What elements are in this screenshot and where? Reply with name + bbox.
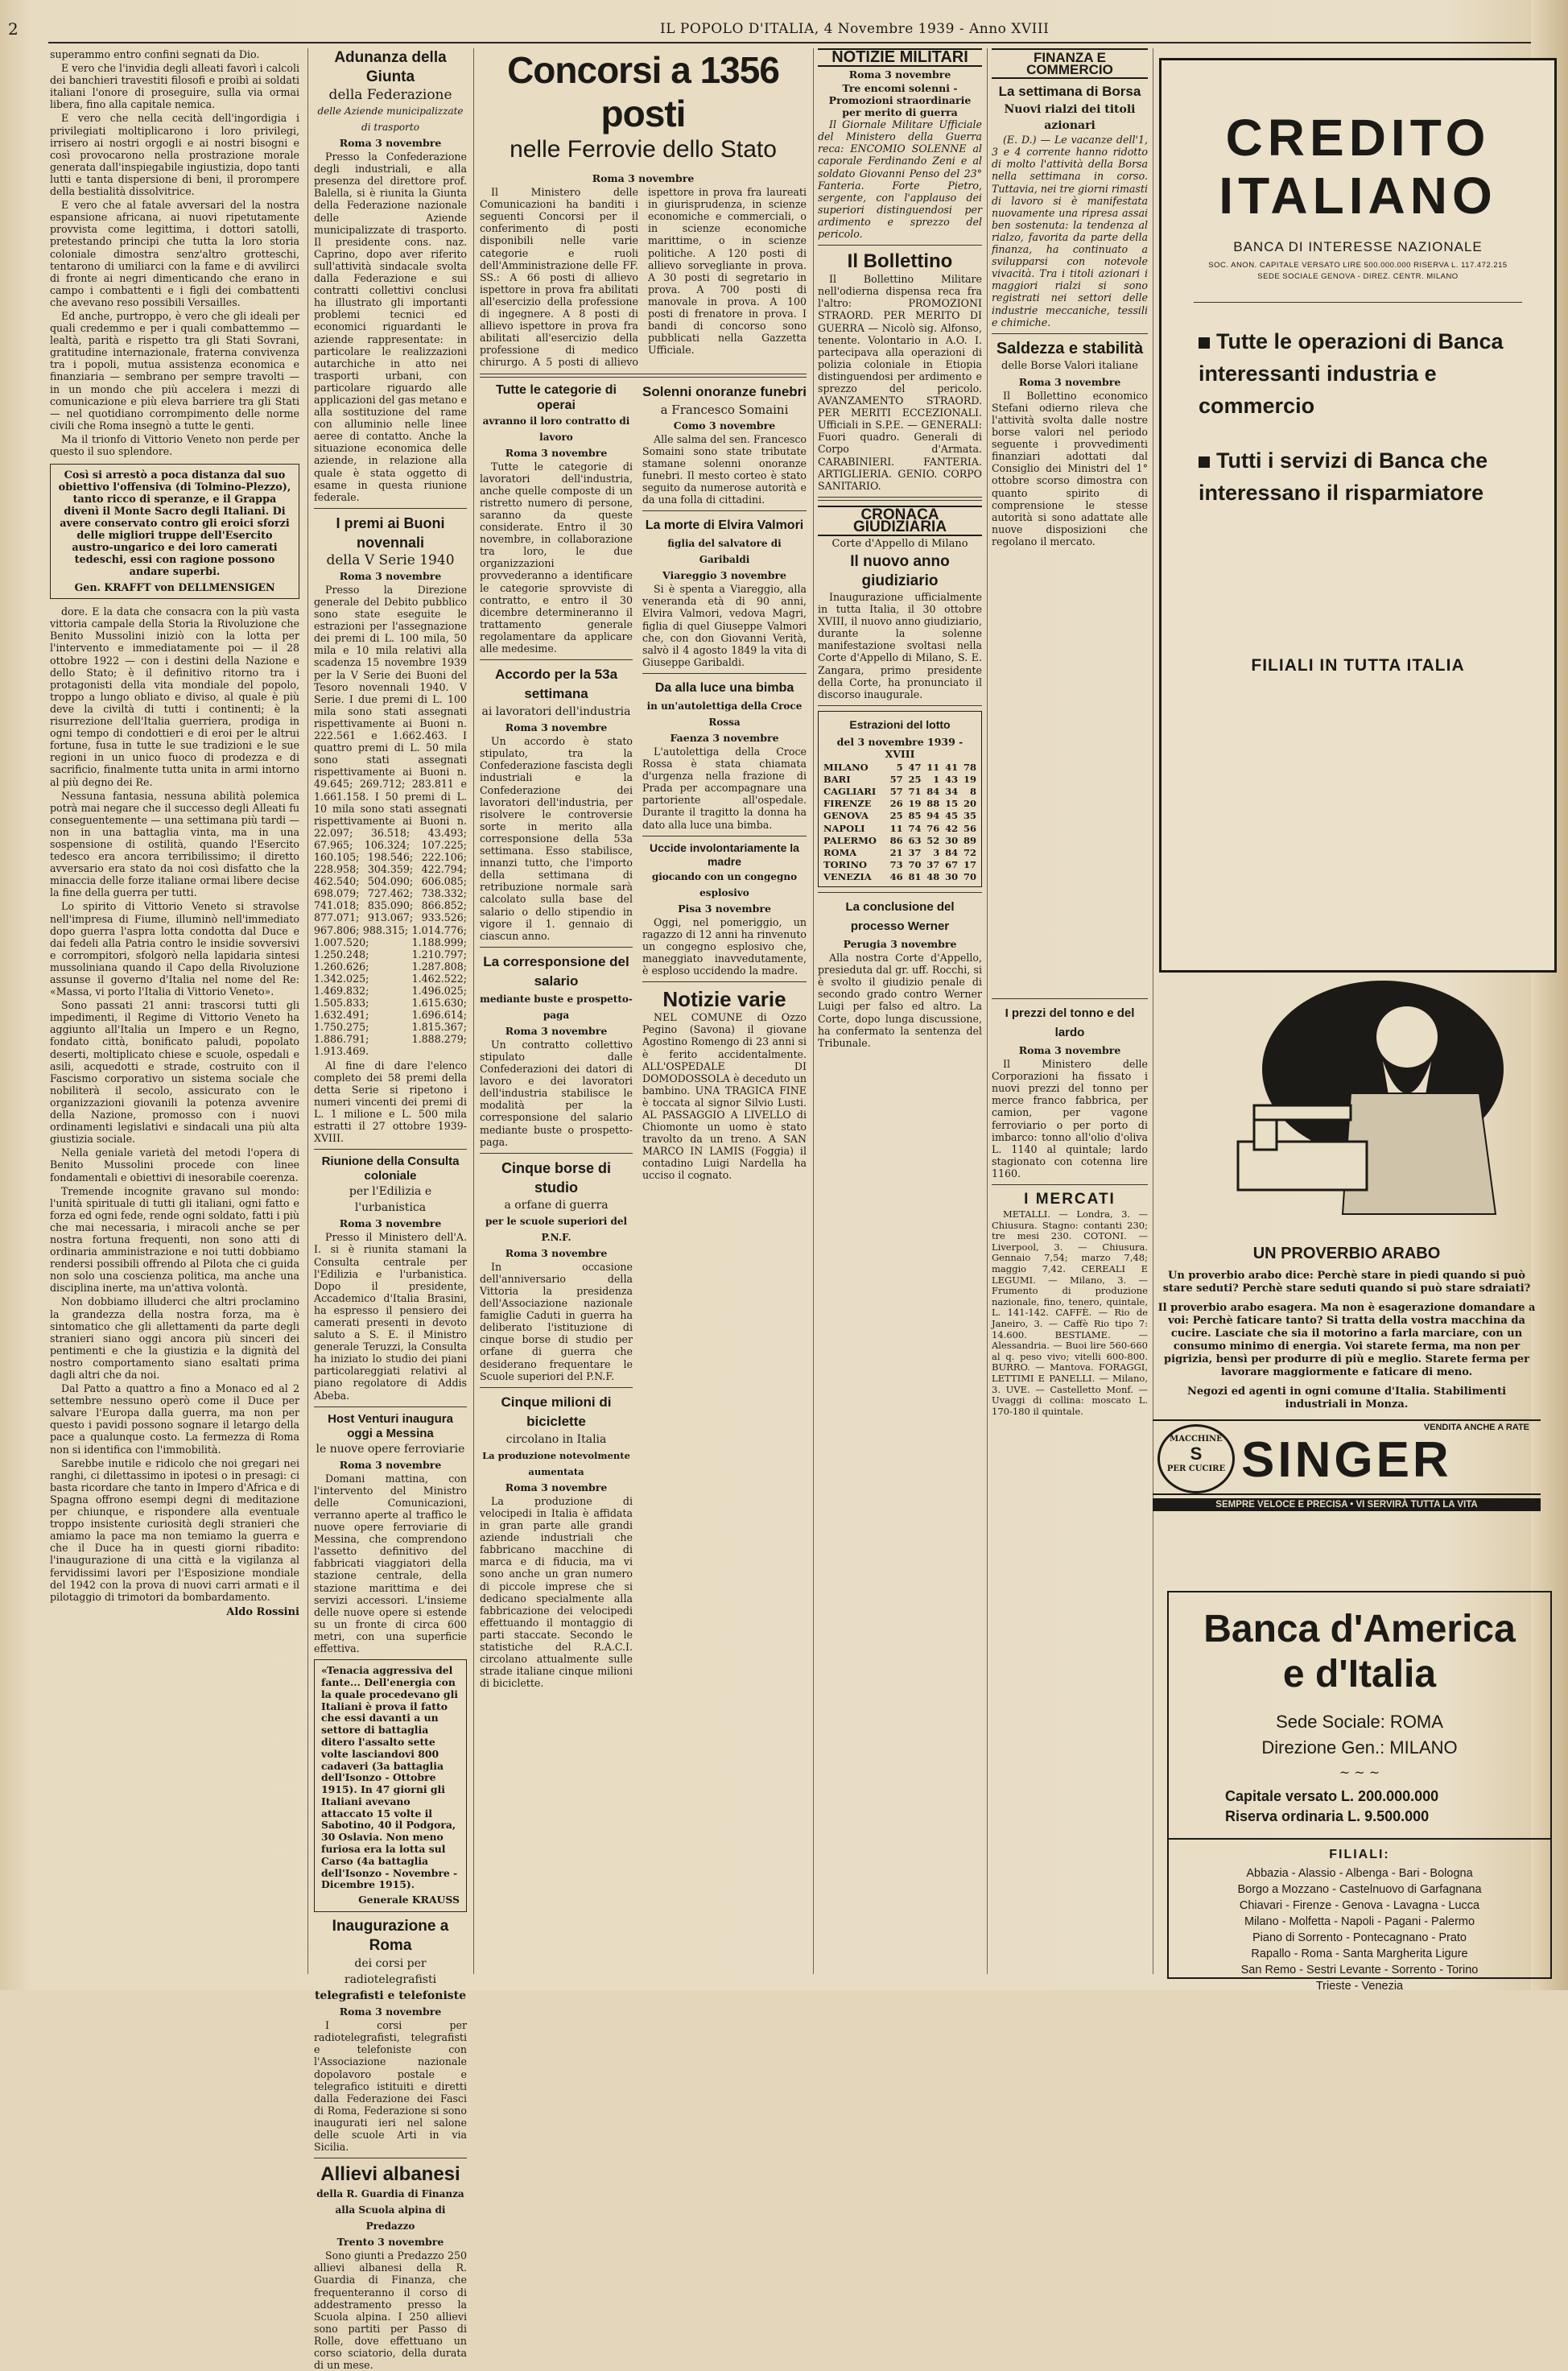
quote-text: Così si arrestò a poca distanza dal suo obiettivo l'offensiva (di Tolmino-Plezzo), tanto ricco di speranze, e il Grappa divenì il Monte Sacro degli Italiani. Di avere conservato contro gli eroici sforzi delle migliori truppe dell'Esercito austro-ungarico e dei loro camerati tedeschi, essi con ragione possono andare superbi. — [58, 469, 291, 579]
lotto-city: CAGLIARI — [823, 786, 877, 798]
lotto-number: 56 — [963, 822, 976, 834]
dateline: Roma 3 novembre — [1018, 1044, 1121, 1056]
headline: Adunanza della Giunta — [334, 49, 447, 85]
ad-info: SOC. ANON. CAPITALE VERSATO LIRE 500.000.000 RISERVA L. 117.472.215 — [1208, 261, 1508, 270]
paragraph: Un accordo è stato stipulato, tra la Confederazione fascista degli industriali e la Confederazione dei lavoratori dell'industria, per risolvere le controversie sorte in merito alla corresponsione della 53a settimana. Esso stabilisce, innanzi tutto, che l'importo della settimana di retribuzione normale sarà calcolato sulla base del salario o dello stipendio in vigore il 1. gennaio di ciascun anno. — [480, 735, 633, 942]
headline: Cinque borse di studio — [501, 1159, 611, 1196]
divider — [992, 1184, 1148, 1185]
divider — [992, 333, 1148, 334]
divider — [480, 1153, 633, 1154]
dateline: Roma 3 novembre — [505, 446, 608, 459]
paragraph: Il Ministero delle Comunicazioni ha banditi i seguenti Concorsi per il conferimento di posti disponibili nelle varie categorie e ruoli dell'Amministrazione delle FF. SS.: A 66 posti di allievo ispettore in prova fra abilitati all'esercizio della professione di ingegnere. A 8 posti di allievo ispettore in prova fra abilitati all'esercizio della professione di medico chirurgo. A 5 posti di allievo ispettore in prova fra laureati in giurisprudenza, in scienze economiche e commerciali, o in scienze economiche marittime, o in scienze politiche. A 120 posti di allievo sorvegliante in prova. A 30 posti di segretario in prova. A 700 posti di manovale in prova. A 100 posti di frenatore in prova. I bandi di concorso sono pubblicati nella Gazzetta Ufficiale. — [480, 186, 807, 369]
dateline: Como 3 novembre — [673, 419, 776, 432]
filiali-line: Chiavari - Firenze - Genova - Lavagna - Lucca — [1239, 1899, 1480, 1912]
paragraph: NEL COMUNE di Ozzo Pegino (Savona) il giovane Agostino Romengo di 23 anni si è ferito accidentalmente. ALL'OSPEDALE DI DOMODOSSOLA è deceduto un bambino. UNA TRAGICA FINE è toccata al signor Silvio Lusti. AL PASSAGGIO A LIVELLO di Chiomonte un uomo è stato travolto da un treno. A SAN MARCO IN LAMIS (Foggia) il contadino Luigi Nardella ha ucciso il cognato. — [642, 1011, 807, 1182]
ad-subtitle: BANCA DI INTERESSE NAZIONALE — [1233, 239, 1483, 254]
lotto-row — [822, 847, 978, 859]
lotto-number: 73 — [889, 858, 903, 870]
headline: Solenni onoranze funebri — [642, 383, 807, 399]
paragraph: Presso la Direzione generale del Debito pubblico sono state eseguite le estrazioni per l'assegnazione dei premi di L. 100 mila, 50 mila e 10 mila relativi alla scadenza 15 novembre 1939 per la V Serie dei Buoni del Tesoro novennali 1940. V Serie. I due premi di L. 100 mila sono stati assegnati rispettivamente ai Buoni n. 222.561 e 1.662.463. I quattro premi di L. 50 mila sono stati assegnati rispettivamente ai Buoni n. 49.645; 269.712; 283.811 e 1.661.158. I 50 premi di L. 10 mila sono stati assegnati rispettivamente ai Buoni n. 22.097; 36.518; 43.493; 67.965; 106.324; 107.225; 160.105; 198.546; 222.106; 228.958; 304.359; 422.794; 462.540; 504.090; 606.085; 698.079; 727.462; 738.332; 741.018; 835.090; 866.852; 877.071; 913.067; 933.526; 967.806; 988.315; 1.014.776; 1.007.520; 1.188.999; 1.250.248; 1.210.797; 1.260.626; 1.287.808; 1.342.025; 1.462.522; 1.469.832; 1.496.025; 1.505.833; 1.615.630; 1.632.491; 1.696.614; 1.750.275; 1.815.367; 1.886.791; 1.888.279; 1.913.469. — [314, 583, 467, 1058]
dateline: Roma 3 novembre — [848, 68, 951, 81]
paragraph: In occasione dell'anniversario della Vittoria la presidenza dell'Associazione nazionale famiglie Caduti in guerra ha deliberato l'istituzione di cinque borse di studio per orfane di guerra che desiderano frequentare le Scuole superiori del P.N.F. — [480, 1260, 633, 1382]
divider — [1194, 302, 1522, 303]
dateline: Roma 3 novembre — [339, 1458, 442, 1471]
lotto-number: 30 — [945, 870, 959, 882]
subheadline: ai lavoratori dell'industria — [481, 705, 631, 719]
lotto-title: Estrazioni del lotto — [849, 717, 951, 731]
singer-brand: SINGER — [1241, 1432, 1452, 1488]
lotto-number: 72 — [963, 846, 976, 858]
paragraph: Al fine di dare l'elenco completo dei 58 premi della detta Serie si ripetono i numeri vincenti dei premi di L. 1 milione e L. 500 mila estratti il 27 ottobre 1939-XVIII. — [314, 1059, 467, 1145]
lotto-number: 45 — [945, 810, 959, 822]
lotto-number: 1 — [933, 774, 940, 786]
divider — [818, 705, 982, 706]
lotto-number: 89 — [963, 834, 976, 846]
subheadline: figlia del salvatore di Garibaldi — [667, 538, 782, 566]
dateline: Roma 3 novembre — [339, 569, 442, 582]
lotto-row — [822, 810, 978, 822]
dateline: Roma 3 novembre — [505, 721, 608, 734]
paragraph: I corsi per radiotelegrafisti, telegrafisti e telefoniste con l'Associazione nazionale dopolavoro postale e telegrafico istituiti e diretti dalla Federazione dei Fasci di Roma, Federazione si sono inaugurati ieri nel salone delle scuole Arti in via Sicilia. — [314, 2019, 467, 2154]
headline: Tutte le categorie di operai — [496, 382, 617, 412]
sub-column — [480, 382, 633, 1692]
paragraph: Si è spenta a Viareggio, alla veneranda età di 90 anni, Elvira Valmori, vedova Magri, figlia di quel Giuseppe Valmori che, con don Giovanni Verità, salvò il 4 agosto 1849 la vita di Giuseppe Garibaldi. — [642, 583, 807, 668]
paragraph: Alle salma del sen. Francesco Somaini sono state tributate stamane solenni onoranze funebri. Il mesto corteo è stato seguito da numerose autorità e da una folla di cittadini. — [642, 432, 807, 506]
ad-info: SEDE SOCIALE GENOVA - DIREZ. CENTR. MILANO — [1257, 272, 1459, 281]
paragraph: Il Ministero delle Corporazioni ha fissato i nuovi prezzi del tonno per merce franco fabbrica, per camion, per vagone ferroviario o per porto di imbarco: tonno all'olio d'oliva L. 1140 al quintale; lardo stagionato con cotenna lire 1160. — [992, 1058, 1148, 1179]
filiali-line: Piano di Sorrento - Pontecagnano - Prato — [1252, 1931, 1467, 1944]
lotto-number: 70 — [908, 858, 922, 870]
filiali-title: FILIALI: — [1329, 1848, 1390, 1861]
turban-icon — [1376, 1006, 1438, 1068]
paragraph: E vero che l'invidia degli alleati favorì i calcoli dei banchieri travestiti filosofi e proibì ai soldati italiani l'onore di proseguire, sulla via ormai libera, fino alla capitale nemica. — [50, 62, 299, 111]
headline: Riunione della Consulta coloniale — [321, 1155, 460, 1183]
lotto-city: BARI — [823, 774, 851, 786]
ad-text: Il proverbio arabo esagera. Ma non è esagerazione domandare a voi: Perchè faticare tanto? Si tratta della vostra macchina da cucire. Lasciate che sia il motorino a farla marciare, con un consumo minimo di energia. Voi starete ferma, ma non per pigrizia, bensì per produrre di più e meglio. Starete ferma per lavorare maggiormente e faticare di meno. — [1157, 1302, 1536, 1378]
paragraph: Lo spirito di Vittorio Veneto si stravolse nell'impresa di Fiume, illuminò nell'immediato dopo guerra l'aspra lotta condotta dal Duce e dai fedeli alla Patria contro le insidie sovversivi e corrompitori, sfolgorò nella lapidaria sintesi mussoliniana quando il Capo della Rivoluzione assunse il governo d'Italia nel nome del Re: «Massa, vi porto l'Italia di Vittorio Veneto». — [50, 900, 299, 998]
paragraph: E vero che al fatale avversari del la nostra espansione africana, ai nuovi ripetutamente provvista come legittima, i dottori satolli, pretestando principi che tutta la loro storia coloniale dimostra senz'altro grotteschi, tentarono di umiliarci con la fame e di avvilirci di fronte ai negri dimenticando che erano in campo i combattenti e i figli dei combattenti che avevano reso possibili Versailles. — [50, 199, 299, 308]
ornament-icon: ~ ~ ~ — [1339, 1765, 1380, 1780]
lotto-row — [822, 798, 978, 810]
lotto-number: 35 — [963, 810, 976, 822]
lotto-number: 71 — [908, 786, 922, 798]
lotto-city: NAPOLI — [823, 822, 865, 834]
dateline: Viareggio 3 novembre — [662, 569, 786, 582]
lotto-number: 11 — [926, 762, 940, 774]
paragraph: Presso il Ministero dell'A. I. si è riunita stamani la Consulta centrale per l'Edilizia e l'urbanistica. Dopo il presidente, Accademico d'Italia Brasini, ha espresso il pensiero dei camerati presenti in devoto saluto a S. E. il Ministro generale Teruzzi, la Consulta ha iniziato lo studio dei piani particolareggiati relativi al piano regolatore di Addis Abeba. — [314, 1231, 467, 1402]
lotto-number: 34 — [945, 786, 959, 798]
ad-heading: UN PROVERBIO ARABO — [1252, 1245, 1441, 1262]
lotto-number: 46 — [889, 870, 903, 882]
sewing-machine-top-icon — [1254, 1105, 1351, 1120]
lotto-number: 30 — [945, 834, 959, 846]
headline: Cinque milioni di biciclette — [501, 1394, 612, 1429]
headline: Allievi albanesi — [320, 2163, 460, 2186]
masthead — [0, 0, 1568, 43]
quote-box — [314, 1659, 467, 1912]
lotto-number: 17 — [963, 858, 976, 870]
paragraph: Inaugurazione ufficialmente in tutta Italia, il 30 ottobre XVIII, il nuovo anno giudiziario, durante la solenne manifestazione svoltasi nella Corte d'Appello di Milano, S. E. Zangara, primo presidente della Corte, ha pronunciato il discorso inaugurale. — [818, 591, 982, 700]
dateline: Roma 3 novembre — [339, 1217, 442, 1230]
subheadline: a Francesco Somaini — [660, 402, 789, 417]
headline: I MERCATI — [1024, 1191, 1116, 1208]
paragraph: Un contratto collettivo stipulato dalle Confederazioni dei datori di lavoro e dei lavoratori dell'industria stabilisce le modalità per la corresponsione del salario mediante buste o prospetto-paga. — [480, 1038, 633, 1148]
divider — [642, 981, 807, 982]
section-header: FINANZA E COMMERCIO — [992, 48, 1148, 79]
masthead-rule — [48, 42, 1531, 43]
lotto-number: 37 — [926, 858, 940, 870]
ad-bullet — [1199, 444, 1554, 509]
paragraph: Tremende incognite gravano sul mondo: l'unità spirituale di tutti gli italiani, ogni fatto e forza ed ogni fede, rende ogni soldato, fatti i più che mai necessaria, i miracoli anche se per nostra fortuna frequenti, non sono atti di ordinaria amministrazione e noi tutti dobbiamo rendersi possibili offrendo al Pilota che ci guida non solo una coscienza politica, ma anche una disciplina inerte, ma un'attiva volontà. — [50, 1184, 299, 1295]
filiali-line: Abbazia - Alassio - Albenga - Bari - Bologna — [1246, 1867, 1473, 1880]
lotto-row — [822, 786, 978, 798]
lotto-number: 52 — [926, 834, 940, 846]
paragraph: La produzione di velocipedi in Italia è affidata in gran parte alle grandi aziende industriali che fabbricano macchine di marca e di fiducia, ma vi sono anche un gran numero di piccole imprese che si dedicano specialmente alla fabbricazione dei velocipedi effettuando il montaggio di parti staccate. Secondo le statistiche del R.A.C.I. circolano attualmente sulle strade italiane cinque milioni di biciclette. — [480, 1494, 633, 1690]
headline: La settimana di Borsa — [998, 84, 1141, 100]
square-bullet-icon — [1199, 456, 1210, 468]
quote-signature: Gen. KRAFFT von DELLMENSIGEN — [74, 581, 275, 594]
headline: La morte di Elvira Valmori — [645, 518, 804, 533]
paragraph: Alla nostra Corte d'Appello, presieduta dal gr. uff. Rocchi, si è svolto il giudizio penale di secondo grado contro Werner Luigi per falso ed altro. La Corte, dopo lunga discussione, ha confermato la sentenza del Tribunale. — [818, 952, 982, 1049]
filiali-line: Rapallo - Roma - Santa Margherita Ligure — [1251, 1948, 1468, 1960]
headline: Uccide involontariamente la madre — [650, 841, 799, 868]
ad-bullet — [1199, 325, 1554, 422]
divider — [480, 1387, 633, 1388]
lotto-number: 20 — [963, 798, 976, 810]
paragraph: dore. E la data che consacra con la più vasta vittoria campale della Storia la Rivoluzione che Benito Mussolini iniziò con la lotta per l'intervento e immediatamente poi — il 28 ottobre 1922 — con i destini della Nazione e dello Stato; è il definitivo ritorno tra i protagonisti della vita mondiale del popolo, troppo a lungo obliato e diviso, al quale è più deve la civiltà di tutti i continenti; è la risurrezione dell'Italia guerriera, prodiga in ogni tempo di condottieri e di eroi per le altrui fortune, fusa in tutte le sue tradizioni e le sue regioni in un unico fuoco di prodezza e di sacrificio, finalmente tutta unita in armi intorno al più degno dei Re. — [50, 605, 299, 788]
lotto-number: 25 — [908, 774, 922, 786]
lotto-number: 88 — [926, 798, 940, 810]
subheadline: delle Borse Valori italiane — [1001, 359, 1138, 372]
badge-text: MACCHINE — [1170, 1435, 1223, 1444]
dateline: Trento 3 novembre — [336, 2236, 444, 2249]
lotto-number: 11 — [889, 822, 903, 834]
lotto-number: 74 — [908, 822, 922, 834]
paragraph: Dal Patto a quattro a fino a Monaco ed al 2 settembre nessuno operò come il Duce per salvare l'Europa dalla guerra, ma non per questo i pavidi possono sognare il letargo della pace a qualunque costo. La fermezza di Roma non si identifica con l'immobilità. — [50, 1382, 299, 1456]
banner-headline: Concorsi a 1356 posti — [507, 49, 779, 134]
section-header: NOTIZIE MILITARI — [818, 48, 982, 67]
lotto-number: 21 — [889, 846, 903, 858]
filiali-list — [1169, 1865, 1550, 1994]
ad-text: Un proverbio arabo dice: Perchè stare in piedi quando si può stare seduti? Perchè stare seduti quando si può stare sdraiati? — [1162, 1270, 1531, 1295]
lotto-number: 94 — [926, 810, 940, 822]
lotto-number: 3 — [933, 846, 940, 858]
dateline: Perugia 3 novembre — [843, 937, 957, 950]
headline: Da alla luce una bimba — [654, 680, 794, 695]
vendita-label: VENDITA ANCHE A RATE — [1423, 1423, 1529, 1432]
headline: La conclusione del processo Werner — [845, 899, 955, 933]
ad-sede: Sede Sociale: ROMA — [1276, 1712, 1443, 1732]
dateline: Roma 3 novembre — [505, 1481, 608, 1493]
lotto-row — [822, 871, 978, 883]
paragraph: Sono giunti a Predazzo 250 allievi albanesi della R. Guardia di Finanza, che frequenteranno il corso di addestramento presso la Scuola alpina. I 250 allievi sono partiti per Passo di Rolle, dove effettuano un corso sciatorio, della durata di un mese. — [314, 2249, 467, 2371]
filiali-line: Borgo a Mozzano - Castelnuovo di Garfagnana — [1237, 1883, 1482, 1896]
paragraph: Presso la Confederazione degli industriali, e alla presenza del direttore prof. Balella, si è riunita la Giunta della Federazione nazionale delle Aziende municipalizzate di trasporto. Il presidente cons. naz. Caprino, dopo aver riferito sull'attività sindacale svolta dalla Federazione e sui contratti collettivi conclusi ha illustrato gli importanti problemi tecnici ed economici riguardanti le aziende rappresentate: in particolare le realizzazioni autarchiche in atto nei trasporti urbani, con particolare riguardo alle applicazioni del gas metano e alla sostituzione del rame con alluminio nelle linee aeree di contatto. Anche la situazione economica delle aziende, in relazione alla quale è stata oggetto di esame in questa riunione federale. — [314, 151, 467, 503]
singer-illustration — [1141, 973, 1552, 1238]
dateline: Roma 3 novembre — [505, 1246, 608, 1259]
lotto-row — [822, 823, 978, 835]
subheadline: La produzione notevolmente aumentata — [482, 1449, 630, 1477]
lotto-number: 84 — [926, 786, 940, 798]
sub-column — [642, 382, 807, 1183]
divider — [480, 659, 633, 660]
lotto-number: 76 — [926, 822, 940, 834]
quote-box — [50, 464, 299, 599]
lotto-number: 86 — [889, 834, 903, 846]
column-rule — [987, 48, 988, 1974]
subheadline: avranno il loro contratto di lavoro — [482, 415, 630, 443]
quote-text: «Tenacia aggressiva del fante... Dell'energia con la quale procedevano gli Italiani è prova il fatto che essi davanti a un settore di battaglia ditero l'assalto sette volte lasciandovi 800 cadaveri (3a battaglia dell'Isonzo - Ottobre 1915). In 47 giorni gli Italiani avevano attaccato 15 volte il Sabotino, 40 il Podgora, 30 Oslavia. Non meno furiosa era la lotta sul Carso (4a battaglia dell'Isonzo - Novembre - Dicembre 1915). — [321, 1664, 458, 1891]
headline: I premi ai Buoni novennali — [336, 514, 445, 551]
subheadline: alla Scuola alpina di Predazzo — [335, 2204, 446, 2233]
headline: Saldezza e stabilità — [996, 339, 1144, 357]
lotto-number: 26 — [889, 798, 903, 810]
paragraph: Sono passati 21 anni: trascorsi tutti gli impedimenti, il Regime di Vittorio Veneto ha aggiunto all'Italia un Impero e un Regno, fondato città, bonificato paludi, popolato deserti, moltiplicato chiese e scuole, ospedali e asili, acquedotti e strade, costruito con il Fascismo corporativo un sistema sociale che nobiliterà il secolo, assicurato con le organizzazioni giovanili la potenza avvenire della Nazione, promosso con i nuovi ordinamenti legislativi e sindacali una più alta giustizia sociale. — [50, 999, 299, 1146]
divider — [642, 673, 807, 674]
headline: La corresponsione del salario — [483, 953, 629, 989]
ad-text: Negozi ed agenti in ogni comune d'Italia. Stabilimenti industriali in Monza. — [1186, 1386, 1507, 1411]
subheadline: della V Serie 1940 — [326, 551, 455, 568]
divider — [480, 947, 633, 948]
lotto-city: FIRENZE — [823, 798, 872, 810]
subheadline: dei corsi per radiotelegrafisti — [344, 1957, 437, 1987]
dateline: Roma 3 novembre — [505, 1024, 608, 1037]
section-header: CRONACA GIUDIZIARIA — [818, 506, 982, 536]
ad-title: CREDITO ITALIANO — [1219, 109, 1497, 225]
lotto-number: 57 — [889, 786, 903, 798]
headline: Notizie varie — [662, 987, 786, 1012]
headline: Host Venturi inaugura oggi a Messina — [328, 1411, 453, 1440]
divider — [314, 1406, 467, 1407]
column-2 — [314, 48, 467, 2371]
lotto-number: 67 — [945, 858, 959, 870]
paragraph: Oggi, nel pomeriggio, un ragazzo di 12 anni ha rinvenuto un congegno esplosivo che, maneggiato inavvedutamente, è esploso uccidendo la madre. — [642, 915, 807, 977]
dateline: Roma 3 novembre — [339, 137, 442, 149]
lotto-city: TORINO — [823, 858, 868, 870]
subheadline: le nuove opere ferroviarie — [316, 1442, 465, 1456]
singer-ad — [1141, 973, 1552, 1576]
column-4 — [818, 48, 982, 1974]
dateline: Roma 3 novembre — [592, 172, 695, 184]
subheadline: Corte d'Appello di Milano — [831, 538, 968, 550]
dateline: Roma 3 novembre — [339, 2005, 442, 2018]
lotto-box — [818, 711, 982, 887]
singer-badge-icon — [1157, 1424, 1235, 1493]
divider — [314, 1149, 467, 1150]
subheadline: telegrafisti e telefoniste — [314, 1989, 467, 2003]
subheadline: della R. Guardia di Finanza — [316, 2188, 464, 2200]
divider — [1169, 1838, 1550, 1840]
divider — [818, 245, 982, 246]
filiali-line: San Remo - Sestri Levante - Sorrento - Torino — [1240, 1964, 1479, 1977]
headline: Inaugurazione a Roma — [332, 1918, 449, 1955]
subheadline: giocando con un congegno esplosivo — [651, 870, 798, 898]
subheadline: mediante buste e prospetto-paga — [480, 993, 633, 1021]
divider — [818, 497, 982, 501]
lotto-number: 15 — [945, 798, 959, 810]
divider — [992, 998, 1148, 999]
banca-america-ad — [1167, 1591, 1552, 1993]
subheadline: per l'Edilizia e l'urbanistica — [349, 1185, 432, 1215]
lotto-row — [822, 774, 978, 786]
paragraph: Sarebbe inutile e ridicolo che noi gregari nei ranghi, ci dilettassimo in ipotesi o in presagi: ci basta ricordare che tanto in Impero d'Africa e di Spagna offrono esempi degni di meditazione per chiunque, e rispondere alla eventuale troppo insistente curiosità degli stranieri che amiamo la pace ma non temiamo la guerra e che il Duce ha in questi giorni ribadito: l'inaugurazione di una città e la vigilanza al fervidissimi lavori per l'Esposizione mondiale del 1942 con la prova di nuovi carri armati e il pilotaggio di trimotori da bombardamento. — [50, 1456, 299, 1603]
subheadline: della Federazione — [328, 87, 452, 103]
author-signature: Aldo Rossini — [226, 1605, 299, 1618]
paragraph: METALLI. — Londra, 3. — Chiusura. Stagno: contanti 230; tre mesi 230. COTONI. — Liverpool, 3. — Chiusura. Gennaio 7,54; marzo 7,48; maggio 7,42. CEREALI E LEGUMI. — Milano, 3. — Frumento di produzione nazionale, fino, tenero, quintale, L. 141-142. CAFFÈ. — Rio de Janeiro, 3. — Caffè Rio tipo 7: 14.600. BESTIAME. — Alessandria. — Buoi lire 560-660 al q. peso vivo; vitelli 600-800. BURRO. — Mantova. FORAGGI, LETTIMI E PANELLI. — Milano, 3. UVE. — Castelletto Monf. — Uvaggi di collina: moscato L. 170-180 il quintale. — [992, 1208, 1148, 1417]
lotto-number: 81 — [908, 870, 922, 882]
singer-logo-band — [1153, 1419, 1541, 1495]
subheadline: in un'autolettiga della Croce Rossa — [646, 700, 803, 728]
lotto-city: GENOVA — [823, 810, 869, 822]
lotto-number: 19 — [963, 774, 976, 786]
paragraph: Il Giornale Militare Ufficiale del Ministero della Guerra reca: ENCOMIO SOLENNE al caporale Ferdinando Zeni e al soldato Giovanni Penso del 23° Fanteria. Forte Pietro, sergente, con l'applauso dei superiori distinguendosi per ardimento e sprezzo del pericolo. — [818, 118, 982, 241]
lotto-number: 48 — [926, 870, 940, 882]
column-rule — [813, 48, 814, 1974]
lotto-city: ROMA — [823, 846, 857, 858]
lotto-number: 8 — [969, 786, 976, 798]
headline: Accordo per la 53a settimana — [494, 667, 618, 702]
subheadline: per le scuole superiori del P.N.F. — [485, 1215, 628, 1243]
ad-filiali: FILIALI IN TUTTA ITALIA — [1251, 656, 1465, 675]
badge-letter: S — [1190, 1444, 1203, 1464]
square-bullet-icon — [1199, 337, 1210, 349]
paragraph: (E. D.) — Le vacanze dell'1, 3 e 4 corrente hanno ridotto di molto l'attività della Borsa nella settimana in corso. Tuttavia, nei tre giorni rimasti di lavoro si è manifestata nuovamente una ripresa assai ben sostenuta: la tendenza al rialzo, favorita da parte della finanza, ha continuato a svilupparsi con notevole vivacità. Tra i titoli azionari i maggiori rialzi si sono registrati nei settori delle industrie meccaniche, tessili e chimiche. — [992, 134, 1148, 328]
lotto-city: MILANO — [823, 762, 869, 774]
subheadline: Nuovi rialzi dei titoli azionari — [1004, 103, 1136, 133]
lotto-number: 57 — [889, 774, 903, 786]
ad-direzione: Direzione Gen.: MILANO — [1261, 1737, 1458, 1758]
ad-bullet-text: Tutti i servizi di Banca che interessano il risparmiatore — [1199, 448, 1488, 505]
paragraph: Il Bollettino Militare nell'odierna dispensa reca fra l'altro: PROMOZIONI STRAORD. PER MERITO DI GUERRA — Nicolò sig. Alfonso, tenente. Volontario in A.O. I. partecipava alla operazioni di polizia coloniale in Etiopia distinguendosi per ardimento e sprezzo del pericolo. AVANZAMENTO STRAORD. PER MERITI ECCEZIONALI. Ufficiali in S.P.E. — GENERALI: Fuori quadro. Generali di Corpo d'Armata. CARABINIERI. FANTERIA. ARTIGLIERIA. GENIO. CORPO SANITARIO. — [818, 273, 982, 492]
filiali-line: Milano - Molfetta - Napoli - Pagani - Palermo — [1244, 1915, 1475, 1928]
lotto-number: 85 — [908, 810, 922, 822]
paragraph: Ma il trionfo di Vittorio Veneto non perde per questo il suo splendore. — [50, 432, 299, 457]
paragraph: Domani mattina, con l'intervento del Ministro delle Comunicazioni, verranno aperte al traffico le nuove opere ferroviarie di Messina, che comprendono l'assetto definitivo del fabbricati viaggiatori della stazione centrale, della stazione marittima e dei servizi accessori. L'insieme delle nuove opere si estende su un fronte di circa 600 metri, con una superficie effettiva. — [314, 1472, 467, 1655]
quote-signature: Generale KRAUSS — [358, 1894, 460, 1906]
column-3 — [480, 48, 807, 1974]
lotto-number: 25 — [889, 810, 903, 822]
divider — [480, 374, 807, 378]
singer-slogan: SEMPRE VELOCE E PRECISA • VI SERVIRÀ TUTTA LA VITA — [1153, 1498, 1541, 1511]
credito-italiano-ad — [1159, 58, 1557, 973]
lotto-number: 19 — [908, 798, 922, 810]
column-rule — [307, 48, 308, 1974]
subheadline: delle Aziende municipalizzate di trasporto — [317, 105, 464, 133]
subheadline: circolano in Italia — [505, 1432, 607, 1446]
lotto-number: 42 — [945, 822, 959, 834]
ad-capitale: Capitale versato L. 200.000.000 — [1225, 1788, 1439, 1804]
lotto-row — [822, 835, 978, 847]
dateline: Roma 3 novembre — [1018, 375, 1121, 388]
headline: Il nuovo anno giudiziario — [850, 553, 950, 589]
ad-bullet-text: Tutte le operazioni di Banca interessanti industria e commercio — [1199, 329, 1504, 418]
lotto-row — [822, 859, 978, 871]
paragraph: Il Bollettino economico Stefani odierno rileva che l'attività svolta dalle nostre borse valori nel periodo seguente i provvedimenti finanziari adottati dal Consiglio dei Ministri del 1° ottobre scorso dimostra con quanto spirito di comprensione le stesse autorità si sono adattate alle nuove disposizioni che regolano il mercato. — [992, 389, 1148, 547]
banner-subheadline: nelle Ferrovie dello Stato — [510, 136, 777, 163]
lotto-date: del 3 novembre 1939 - XVIII — [836, 735, 963, 760]
lotto-city: PALERMO — [823, 834, 877, 846]
dateline: Faenza 3 novembre — [670, 731, 779, 744]
lotto-number: 43 — [945, 774, 959, 786]
column-5 — [992, 48, 1148, 1974]
column-1 — [50, 48, 299, 1974]
lotto-number: 63 — [908, 834, 922, 846]
divider — [642, 510, 807, 511]
lotto-number: 78 — [963, 762, 976, 774]
lotto-city: VENEZIA — [823, 870, 872, 882]
subheadline: a orfane di guerra — [504, 1198, 609, 1212]
lotto-row — [822, 762, 978, 774]
lotto-number: 41 — [945, 762, 959, 774]
lotto-number: 47 — [908, 762, 922, 774]
paragraph: Non dobbiamo illuderci che altri proclamino la grandezza della nostra forza, ma è sintomatico che gli allettamenti da parte degli stranieri siano oggi ancora più sinceri dei pentimenti e che la giustizia e la dignità del nostro comportamento siano esaltati prima dagli altri che da noi. — [50, 1295, 299, 1381]
divider — [818, 892, 982, 893]
ad-riserva: Riserva ordinaria L. 9.500.000 — [1225, 1808, 1430, 1824]
filiali-line: Trieste - Venezia — [1315, 1980, 1404, 1993]
page-number: 2 — [8, 19, 19, 39]
paragraph: Ed anche, purtroppo, è vero che gli ideali per quali credemmo e per i quali combattemmo — lealtà, parità e rispetto tra gli Stati Sovrani, gratitudine internazionale, fraterna convivenza tra i popoli, mutua assistenza economica e finanziaria — sembrano per sempre travolti — in un mondo che più accelera i mezzi di comunicazione e più eleva barriere tra gli Stati — nel quotidiano corrompimento delle norme civili che Roma insegnò a tutte le genti. — [50, 309, 299, 432]
paragraph: Nella geniale varietà del metodi l'opera di Benito Mussolini procede con linee fondamentali e obiettivi di inesorabile coerenza. — [50, 1146, 299, 1183]
paragraph: L'autolettiga della Croce Rossa è stata chiamata d'urgenza nella frazione di Prada per accompagnare una partoriente all'ospedale. Durante il tragitto la donna ha dato alla luce una bimba. — [642, 746, 807, 831]
subheadline: Tre encomi solenni - Promozioni straordinarie per merito di guerra — [828, 82, 972, 119]
dateline: Pisa 3 novembre — [678, 902, 771, 915]
lotto-number: 5 — [896, 762, 903, 774]
headline: I prezzi del tonno e del lardo — [1005, 1006, 1135, 1039]
headline: Il Bollettino — [847, 250, 953, 273]
divider — [314, 508, 467, 509]
paragraph: superammo entro confini segnati da Dio. — [50, 48, 260, 60]
lotto-table — [822, 762, 978, 883]
lotto-number: 37 — [908, 846, 922, 858]
column-rule — [473, 48, 474, 1974]
ad-title: Banca d'America — [1203, 1608, 1516, 1650]
lotto-number: 70 — [963, 870, 976, 882]
paragraph: Nessuna fantasia, nessuna abilità polemica potrà mai negare che il successo degli Alleati fu conseguentemente — una settimana più tardi — non in una battaglia vinta, ma in una sospensione di ostilità, quando l'Esercito tedesco era ancora terribilissimo; il diretto avversario era stato da noi così disfatto che la minaccia delle forze italiane ormai libere decise la fine della guerra per tutti. — [50, 789, 299, 899]
paragraph: E vero che nella cecità dell'ingordigia i privilegiati moltiplicarono i loro privilegi, irrisero ai nostri orgogli e ai nostri bisogni e così provocarono nella prostrazione morale generata dall'inspiegabile ingiustizia, dopo tanti lutti e tanta dispersione di beni, il prorompere della bestialità dissolvitrice. — [50, 112, 299, 198]
lotto-number: 84 — [945, 846, 959, 858]
running-head: IL POPOLO D'ITALIA, 4 Novembre 1939 - Anno XVIII — [660, 21, 1050, 37]
ad-title: e d'Italia — [1282, 1653, 1437, 1696]
badge-text: PER CUCIRE — [1166, 1464, 1226, 1473]
paragraph: Tutte le categorie di lavoratori dell'industria, anche quelle composte di un ristretto numero di persone, saranno da queste considerate. Entro il 30 novembre, in collaborazione tra loro, le due organizzazioni provvederanno a identificare le categorie sprovviste di contratto, e entro il 30 dicembre determineranno il trattamento generale regolamentare da applicare alle medesime. — [480, 460, 633, 655]
